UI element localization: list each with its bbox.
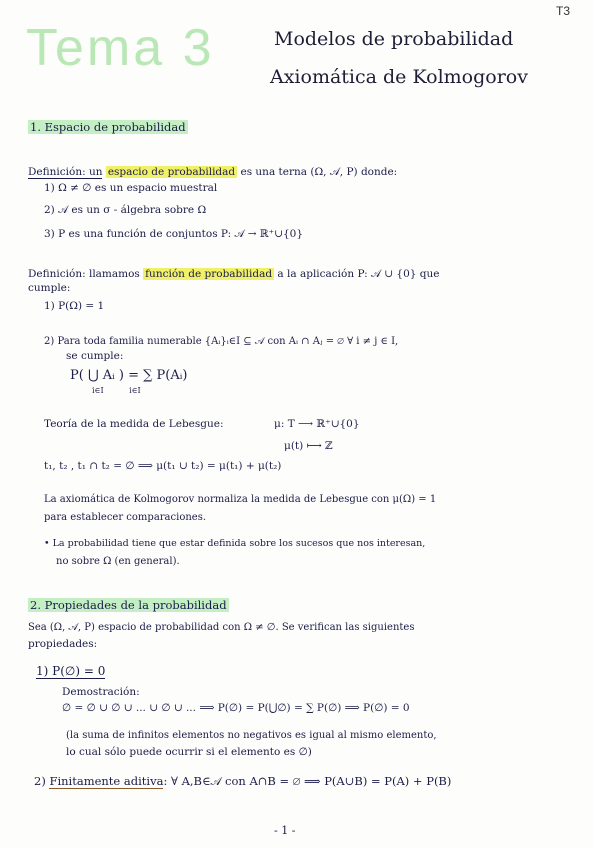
lebesgue-line2: t₁, t₂ , t₁ ∩ t₂ = ∅ ⟹ μ(t₁ ∪ t₂) = μ(t₁) + μ(t₂) (44, 460, 282, 472)
property1 (36, 664, 105, 678)
definition2-intro: Definición: llamamos (28, 268, 140, 280)
definition2-item2b: se cumple: (66, 350, 124, 362)
section2-heading (28, 598, 229, 612)
definition1-line (28, 166, 397, 179)
page-title-line2: Axiomática de Kolmogorov (270, 66, 528, 88)
page-title-line1: Modelos de probabilidad (274, 28, 514, 50)
property2 (34, 774, 451, 789)
definition2-item1: 1) P(Ω) = 1 (44, 300, 105, 312)
section2-intro-line1: Sea (Ω, 𝒜, P) espacio de probabilidad con Ω ≠ ∅. Se verifican las siguientes (28, 622, 415, 633)
demonstration-note-1: (la suma de infinitos elementos no negativos es igual al mismo elemento, (66, 730, 437, 741)
definition2-term: función de probabilidad (145, 268, 273, 280)
tema-title: Tema 3 (26, 19, 215, 77)
definition2-rest: a la aplicación P: 𝒜 ∪ {0} que (277, 268, 440, 280)
definition1-item: 3) P es una función de conjuntos P: 𝒜 → ℝ⁺∪{0} (44, 228, 304, 240)
note-bullet-line1: • La probabilidad tiene que estar definida sobre los sucesos que nos interesan, (44, 538, 426, 549)
definition1-item: 2) 𝒜 es un σ - álgebra sobre Ω (44, 204, 207, 216)
page-number: - 1 - (274, 824, 296, 837)
lebesgue-line1: Teoría de la medida de Lebesgue: (44, 418, 224, 430)
property1-text: 1) P(∅) = 0 (36, 664, 106, 678)
definition2-line (28, 268, 440, 281)
lebesgue-map1: μ: T ⟶ ℝ⁺∪{0} (274, 418, 360, 430)
definition1-term: espacio de probabilidad (107, 166, 236, 178)
lebesgue-map2: μ(t) ⟼ ℤ (284, 440, 333, 452)
sigma-additivity-formula: P( ⋃ Aᵢ ) = ∑ P(Aᵢ) (70, 368, 188, 383)
definition1-item: 1) Ω ≠ ∅ es un espacio muestral (44, 182, 218, 194)
definition1-rest: es una terna (Ω, 𝒜, P) donde: (240, 166, 398, 178)
property2-term: Finitamente aditiva (49, 774, 164, 788)
demonstration-label: Demostración: (62, 686, 140, 698)
section2-heading-text: 2. Propiedades de la probabilidad (30, 598, 227, 612)
kolmogorov-paragraph-1: La axiomática de Kolmogorov normaliza la medida de Lebesgue con μ(Ω) = 1 (44, 494, 437, 505)
section1-heading-text: 1. Espacio de probabilidad (30, 120, 186, 134)
definition2-item2: 2) Para toda familia numerable {Aᵢ}ᵢ∈I ⊆ 𝒜 con Aᵢ ∩ Aⱼ = ∅ ∀ i ≠ j ∈ I, (44, 336, 399, 347)
definition1-intro: Definición: un (28, 166, 103, 178)
kolmogorov-paragraph-2: para establecer comparaciones. (44, 512, 207, 523)
property2-rest: : ∀ A,B∈𝒜 con A∩B = ∅ ⟹ P(A∪B) = P(A) + P(B) (163, 774, 452, 788)
section1-heading (28, 120, 188, 134)
sigma-additivity-subscripts: i∈I i∈I (92, 386, 141, 395)
property2-number: 2) (34, 774, 46, 788)
definition2-rest2: cumple: (28, 282, 71, 294)
page-corner-tag: T3 (556, 4, 571, 18)
section2-intro-line2: propiedades: (28, 638, 98, 650)
demonstration-note-2: lo cual sólo puede ocurrir si el elemento es ∅) (66, 746, 312, 758)
demonstration-line: ∅ = ∅ ∪ ∅ ∪ ... ∪ ∅ ∪ ... ⟹ P(∅) = P(⋃∅) = ∑ P(∅) ⟹ P(∅) = 0 (62, 702, 410, 714)
note-bullet-line2: no sobre Ω (en general). (56, 556, 180, 567)
